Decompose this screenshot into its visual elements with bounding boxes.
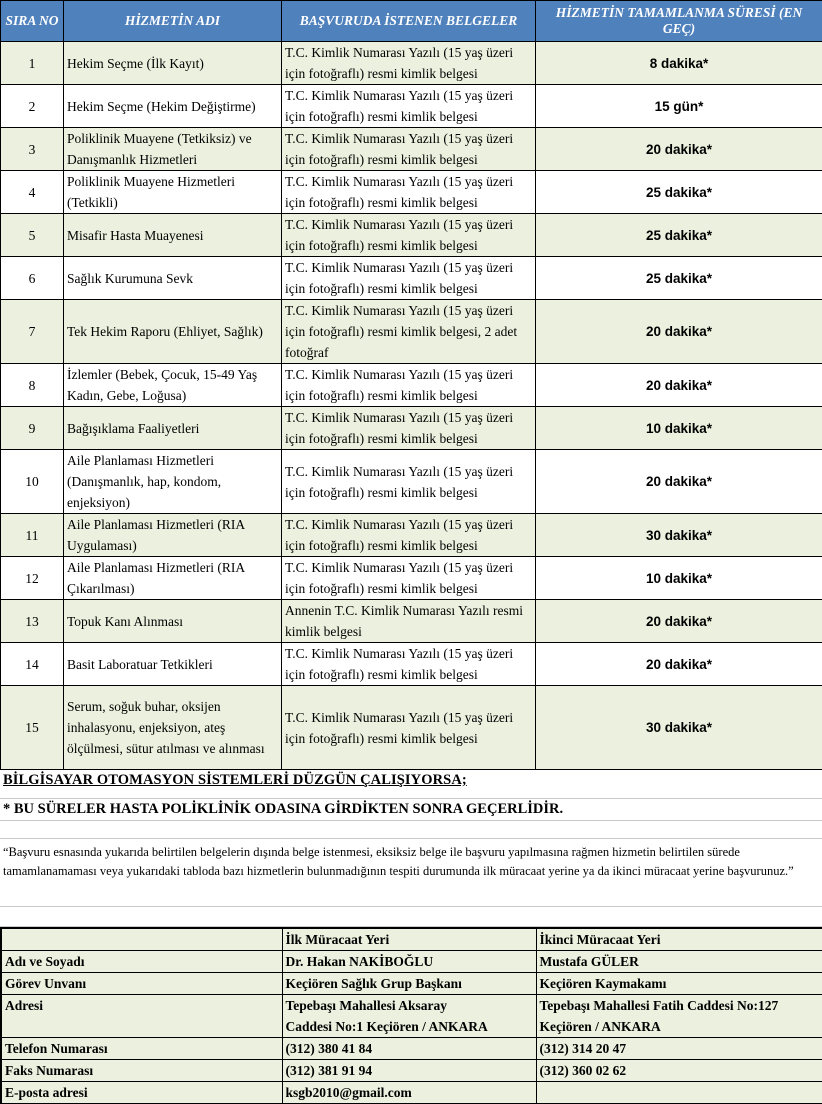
service-name: Aile Planlaması Hizmetleri (Danışmanlık, hap, kondom, enjeksiyon) xyxy=(64,450,282,514)
contact-first-value: (312) 381 91 94 xyxy=(282,1060,536,1082)
contact-second-value xyxy=(536,1082,822,1104)
completion-time: 20 dakika* xyxy=(536,450,822,514)
row-number: 1 xyxy=(1,42,64,85)
contact-second-value: Mustafa GÜLER xyxy=(536,951,822,973)
contact-first-address xyxy=(282,995,536,1038)
service-name: Topuk Kanı Alınması xyxy=(64,600,282,643)
required-documents: T.C. Kimlik Numarası Yazılı (15 yaş üzeri için fotoğraflı) resmi kimlik belgesi xyxy=(282,128,536,171)
address-line: Tepebaşı Mahallesi Aksaray xyxy=(286,995,533,1016)
table-row xyxy=(1,557,822,600)
required-documents: T.C. Kimlik Numarası Yazılı (15 yaş üzeri için fotoğraflı) resmi kimlik belgesi xyxy=(282,364,536,407)
row-number: 5 xyxy=(1,214,64,257)
required-documents: T.C. Kimlik Numarası Yazılı (15 yaş üzeri için fotoğraflı) resmi kimlik belgesi xyxy=(282,514,536,557)
completion-time: 10 dakika* xyxy=(536,557,822,600)
table-row xyxy=(1,214,822,257)
row-number: 14 xyxy=(1,643,64,686)
contact-row-address xyxy=(1,995,822,1038)
contact-second-value: (312) 314 20 47 xyxy=(536,1038,822,1060)
contact-first-value: (312) 380 41 84 xyxy=(282,1038,536,1060)
spacer-row xyxy=(0,821,822,839)
required-documents: T.C. Kimlik Numarası Yazılı (15 yaş üzeri için fotoğraflı) resmi kimlik belgesi xyxy=(282,85,536,128)
completion-time: 20 dakika* xyxy=(536,364,822,407)
header-service: HİZMETİN ADI xyxy=(64,1,282,42)
contact-row-phone xyxy=(1,1038,822,1060)
service-name: Hekim Seçme (Hekim Değiştirme) xyxy=(64,85,282,128)
service-name: Basit Laboratuar Tetkikleri xyxy=(64,643,282,686)
row-number: 4 xyxy=(1,171,64,214)
contact-header-row xyxy=(1,928,822,951)
required-documents: T.C. Kimlik Numarası Yazılı (15 yaş üzeri için fotoğraflı) resmi kimlik belgesi xyxy=(282,407,536,450)
contact-row-fax xyxy=(1,1060,822,1082)
table-header-row xyxy=(1,1,822,42)
contact-row-name xyxy=(1,951,822,973)
service-name: Poliklinik Muayene (Tetkiksiz) ve Danışmanlık Hizmetleri xyxy=(64,128,282,171)
required-documents: T.C. Kimlik Numarası Yazılı (15 yaş üzeri için fotoğraflı) resmi kimlik belgesi xyxy=(282,557,536,600)
completion-time: 20 dakika* xyxy=(536,600,822,643)
contact-row-title xyxy=(1,973,822,995)
completion-time: 20 dakika* xyxy=(536,643,822,686)
row-number: 12 xyxy=(1,557,64,600)
service-name: Aile Planlaması Hizmetleri (RIA Çıkarılması) xyxy=(64,557,282,600)
completion-time: 10 dakika* xyxy=(536,407,822,450)
contact-label: Faks Numarası xyxy=(1,1060,282,1082)
service-name: Serum, soğuk buhar, oksijen inhalasyonu, enjeksiyon, ateş ölçülmesi, sütur atılması ve alınması xyxy=(64,686,282,770)
service-name: Tek Hekim Raporu (Ehliyet, Sağlık) xyxy=(64,300,282,364)
completion-time: 25 dakika* xyxy=(536,257,822,300)
contact-first-value: Dr. Hakan NAKİBOĞLU xyxy=(282,951,536,973)
header-docs: BAŞVURUDA İSTENEN BELGELER xyxy=(282,1,536,42)
completion-time: 30 dakika* xyxy=(536,514,822,557)
address-line: Tepebaşı Mahallesi Fatih Caddesi No:127 xyxy=(540,995,820,1016)
warning-line: BİLGİSAYAR OTOMASYON SİSTEMLERİ DÜZGÜN ÇALIŞIYORSA; xyxy=(0,759,822,799)
table-row xyxy=(1,407,822,450)
row-number: 13 xyxy=(1,600,64,643)
table-row xyxy=(1,128,822,171)
row-number: 10 xyxy=(1,450,64,514)
table-row xyxy=(1,364,822,407)
table-row xyxy=(1,686,822,770)
required-documents: T.C. Kimlik Numarası Yazılı (15 yaş üzeri için fotoğraflı) resmi kimlik belgesi xyxy=(282,450,536,514)
contact-row-email xyxy=(1,1082,822,1104)
header-duration: HİZMETİN TAMAMLANMA SÜRESİ (EN GEÇ) xyxy=(536,1,822,42)
completion-time: 8 dakika* xyxy=(536,42,822,85)
required-documents: T.C. Kimlik Numarası Yazılı (15 yaş üzeri için fotoğraflı) resmi kimlik belgesi xyxy=(282,257,536,300)
required-documents: T.C. Kimlik Numarası Yazılı (15 yaş üzeri için fotoğraflı) resmi kimlik belgesi xyxy=(282,643,536,686)
complaint-note: “Başvuru esnasında yukarıda belirtilen belgelerin dışında belge istenmesi, eksiksiz belge ile başvuru yapılmasına rağmen hizmetin belirtilen sürede tamamlanamaması veya yukarıdaki tabloda bazı hizmetlerin bulunmadığının tespiti durumunda ilk müracaat yerine ya da ikinci müracaat yerine başvurunuz.” xyxy=(0,839,822,907)
service-name: Poliklinik Muayene Hizmetleri (Tetkikli) xyxy=(64,171,282,214)
service-name: Sağlık Kurumuna Sevk xyxy=(64,257,282,300)
contact-label: Adresi xyxy=(1,995,282,1038)
address-line: Keçiören / ANKARA xyxy=(540,1016,820,1037)
service-name: Hekim Seçme (İlk Kayıt) xyxy=(64,42,282,85)
row-number: 11 xyxy=(1,514,64,557)
contact-header-second: İkinci Müracaat Yeri xyxy=(536,928,822,951)
row-number: 3 xyxy=(1,128,64,171)
row-number: 6 xyxy=(1,257,64,300)
table-row xyxy=(1,42,822,85)
completion-time: 30 dakika* xyxy=(536,686,822,770)
service-name: Aile Planlaması Hizmetleri (RIA Uygulaması) xyxy=(64,514,282,557)
required-documents: T.C. Kimlik Numarası Yazılı (15 yaş üzeri için fotoğraflı) resmi kimlik belgesi xyxy=(282,42,536,85)
table-row xyxy=(1,643,822,686)
contact-second-address xyxy=(536,995,822,1038)
contact-header-blank xyxy=(1,928,282,951)
contact-label: Telefon Numarası xyxy=(1,1038,282,1060)
row-number: 8 xyxy=(1,364,64,407)
contact-label: Adı ve Soyadı xyxy=(1,951,282,973)
table-row xyxy=(1,600,822,643)
contact-second-value: Keçiören Kaymakamı xyxy=(536,973,822,995)
header-no: SIRA NO xyxy=(1,1,64,42)
contact-label: E-posta adresi xyxy=(1,1082,282,1104)
contact-header-first: İlk Müracaat Yeri xyxy=(282,928,536,951)
contact-first-value: ksgb2010@gmail.com xyxy=(282,1082,536,1104)
table-row xyxy=(1,171,822,214)
table-row xyxy=(1,300,822,364)
contact-second-value: (312) 360 02 62 xyxy=(536,1060,822,1082)
required-documents: T.C. Kimlik Numarası Yazılı (15 yaş üzeri için fotoğraflı) resmi kimlik belgesi xyxy=(282,214,536,257)
required-documents: Annenin T.C. Kimlik Numarası Yazılı resmi kimlik belgesi xyxy=(282,600,536,643)
completion-time: 25 dakika* xyxy=(536,171,822,214)
table-row xyxy=(1,450,822,514)
contact-first-value: Keçiören Sağlık Grup Başkanı xyxy=(282,973,536,995)
table-row xyxy=(1,514,822,557)
table-body xyxy=(1,42,822,770)
row-number: 2 xyxy=(1,85,64,128)
required-documents: T.C. Kimlik Numarası Yazılı (15 yaş üzeri için fotoğraflı) resmi kimlik belgesi xyxy=(282,171,536,214)
service-name: Misafir Hasta Muayenesi xyxy=(64,214,282,257)
address-line: Caddesi No:1 Keçiören / ANKARA xyxy=(286,1016,533,1037)
row-number: 15 xyxy=(1,686,64,770)
table-row xyxy=(1,257,822,300)
asterisk-note: * BU SÜRELER HASTA POLİKLİNİK ODASINA GİRDİKTEN SONRA GEÇERLİDİR. xyxy=(0,799,822,821)
completion-time: 25 dakika* xyxy=(536,214,822,257)
completion-time: 20 dakika* xyxy=(536,300,822,364)
row-number: 9 xyxy=(1,407,64,450)
completion-time: 20 dakika* xyxy=(536,128,822,171)
completion-time: 15 gün* xyxy=(536,85,822,128)
service-name: Bağışıklama Faaliyetleri xyxy=(64,407,282,450)
required-documents: T.C. Kimlik Numarası Yazılı (15 yaş üzeri için fotoğraflı) resmi kimlik belgesi xyxy=(282,686,536,770)
table-row xyxy=(1,85,822,128)
row-number: 7 xyxy=(1,300,64,364)
required-documents: T.C. Kimlik Numarası Yazılı (15 yaş üzeri için fotoğraflı) resmi kimlik belgesi, 2 adet fotoğraf xyxy=(282,300,536,364)
spacer-row xyxy=(0,907,822,927)
contact-table xyxy=(0,927,822,1104)
service-name: İzlemler (Bebek, Çocuk, 15-49 Yaş Kadın, Gebe, Loğusa) xyxy=(64,364,282,407)
contact-label: Görev Unvanı xyxy=(1,973,282,995)
